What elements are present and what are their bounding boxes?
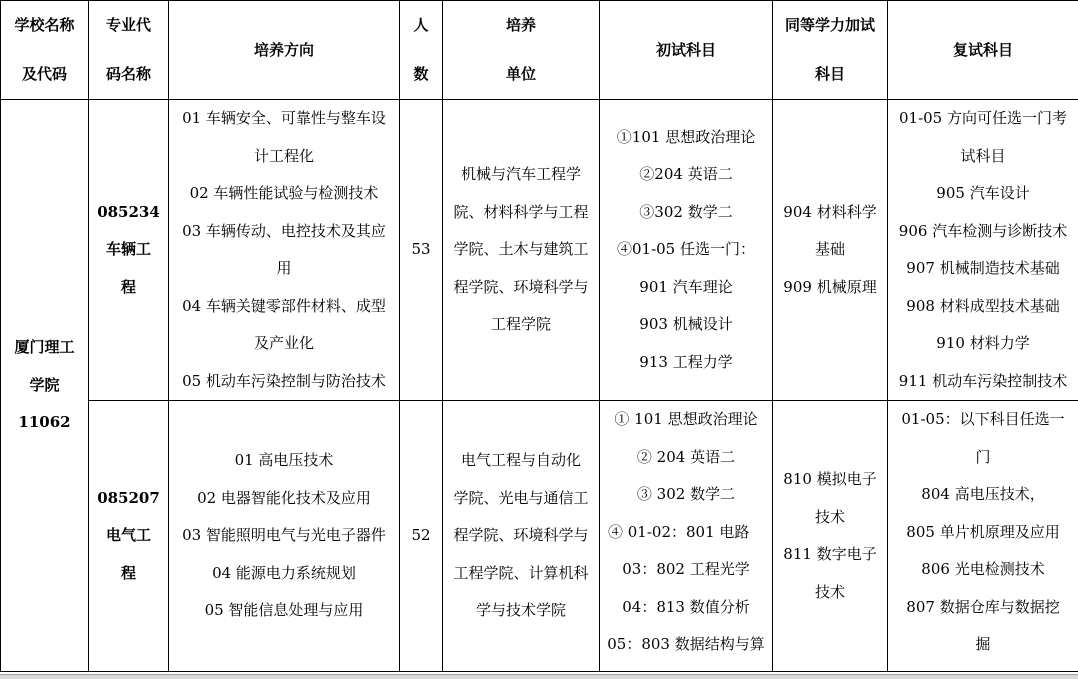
school-cell: 厦门理工 学院 11062 [1, 100, 89, 672]
table-row [1, 401, 1078, 672]
header-retest: 复试科目 [888, 1, 1078, 100]
table-row [1, 100, 1078, 401]
equivalent-exam-cell: 904 材料科学 基础 909 机械原理 [773, 100, 888, 401]
header-major-code: 专业代 码名称 [89, 1, 169, 100]
initial-exam-cell: ① 101 思想政治理论 ② 204 英语二 ③ 302 数学二 ④ 01-02：801 电路 03：802 工程光学 04：813 数值分析 05：803 数据结构与算 [600, 401, 773, 672]
count-cell: 52 [400, 401, 443, 672]
retest-cell: 01-05 方向可任选一门考 试科目 905 汽车设计 906 汽车检测与诊断技术 907 机械制造技术基础 908 材料成型技术基础 910 材料力学 911 机动车污染控制技术 [888, 100, 1078, 401]
retest-cell: 01-05：以下科目任选一 门 804 高电压技术， 805 单片机原理及应用 806 光电检测技术 807 数据仓库与数据挖 掘 [888, 401, 1078, 672]
header-school: 学校名称 及代码 [1, 1, 89, 100]
header-initial-exam: 初试科目 [600, 1, 773, 100]
header-unit: 培养 单位 [443, 1, 600, 100]
window-bottom-edge [0, 674, 1078, 679]
major-cell: 085234 车辆工 程 [89, 100, 169, 401]
unit-cell: 机械与汽车工程学 院、材料科学与工程 学院、土木与建筑工 程学院、环境科学与 工程学院 [443, 100, 600, 401]
unit-cell: 电气工程与自动化 学院、光电与通信工 程学院、环境科学与 工程学院、计算机科 学与技术学院 [443, 401, 600, 672]
header-direction: 培养方向 [169, 1, 400, 100]
header-row [1, 1, 1078, 100]
direction-cell: 01 高电压技术 02 电器智能化技术及应用 03 智能照明电气与光电子器件 04 能源电力系统规划 05 智能信息处理与应用 [169, 401, 400, 672]
initial-exam-cell: ①101 思想政治理论 ②204 英语二 ③302 数学二 ④01-05 任选一门： 901 汽车理论 903 机械设计 913 工程力学 [600, 100, 773, 401]
header-equivalent-exam: 同等学力加试 科目 [773, 1, 888, 100]
equivalent-exam-cell: 810 模拟电子 技术 811 数字电子 技术 [773, 401, 888, 672]
direction-cell: 01 车辆安全、可靠性与整车设 计工程化 02 车辆性能试验与检测技术 03 车辆传动、电控技术及其应 用 04 车辆关键零部件材料、成型 及产业化 05 机动车污染控制与防治技术 [169, 100, 400, 401]
major-cell: 085207 电气工 程 [89, 401, 169, 672]
count-cell: 53 [400, 100, 443, 401]
header-count: 人 数 [400, 1, 443, 100]
